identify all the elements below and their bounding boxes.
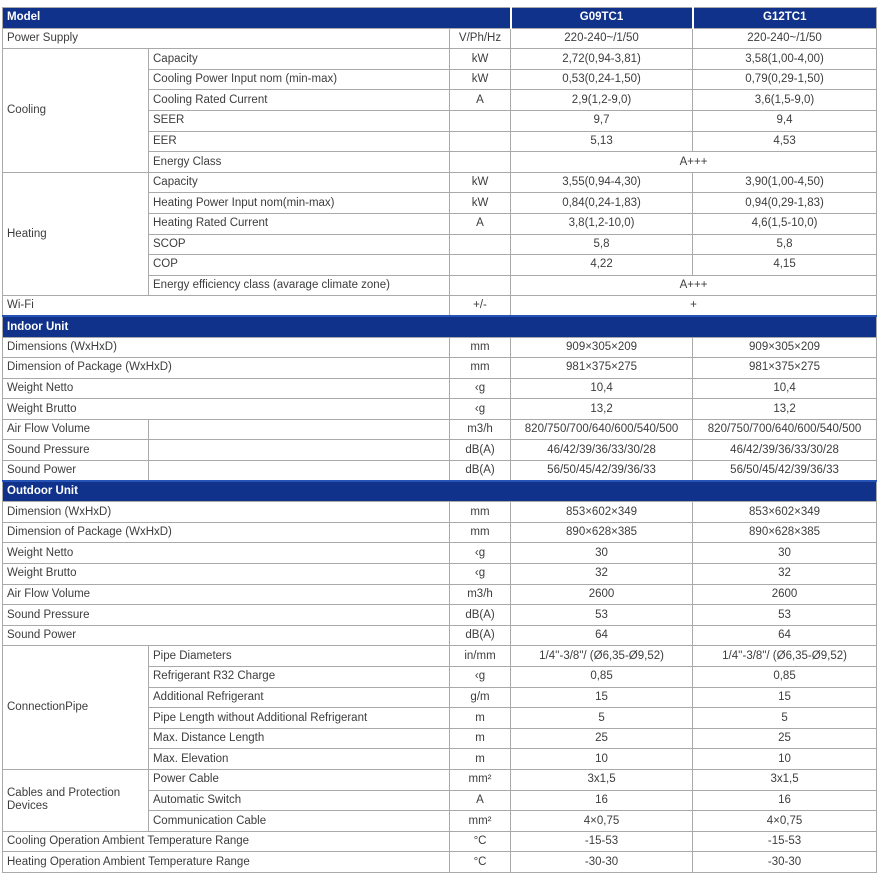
- value-cell: 53: [511, 605, 693, 626]
- value-cell: 15: [693, 687, 877, 708]
- table-row: [3, 440, 877, 461]
- value-cell: 5: [693, 708, 877, 729]
- value-cell: 56/50/45/42/39/36/33: [511, 461, 693, 482]
- value-cell: 10: [511, 749, 693, 770]
- table-row: [3, 646, 877, 667]
- spec-name-cell: Pipe Diameters: [149, 646, 450, 667]
- value-cell: 4,22: [511, 255, 693, 276]
- table-row: [3, 378, 877, 399]
- unit-cell: kW: [450, 193, 511, 214]
- table-row: [3, 564, 877, 585]
- value-cell: 220-240~/1/50: [693, 28, 877, 49]
- unit-cell: ‹g: [450, 399, 511, 420]
- unit-cell: ‹g: [450, 667, 511, 688]
- unit-cell: g/m: [450, 687, 511, 708]
- value-cell: 853×602×349: [693, 502, 877, 523]
- value-cell: 1/4''-3/8"/ (Ø6,35-Ø9,52): [511, 646, 693, 667]
- group-label-cell: Weight Brutto: [3, 399, 450, 420]
- table-row: [3, 419, 877, 440]
- value-cell: -15-53: [693, 831, 877, 852]
- table-row: [3, 543, 877, 564]
- group-label-cell: Sound Pressure: [3, 440, 149, 461]
- value-cell: 3,8(1,2-10,0): [511, 213, 693, 234]
- value-cell: 890×628×385: [693, 522, 877, 543]
- unit-cell: A: [450, 90, 511, 111]
- value-cell: 5,8: [693, 234, 877, 255]
- spec-name-cell: Capacity: [149, 172, 450, 193]
- value-cell: -30-30: [693, 852, 877, 873]
- value-cell: 16: [693, 790, 877, 811]
- unit-cell: ‹g: [450, 378, 511, 399]
- table-row: [3, 337, 877, 358]
- group-label-cell: Cooling Operation Ambient Temperature Range: [3, 831, 450, 852]
- value-cell: 10,4: [511, 378, 693, 399]
- group-label-cell: Weight Netto: [3, 543, 450, 564]
- table-row: [3, 296, 877, 317]
- value-cell: 13,2: [693, 399, 877, 420]
- table-row: [3, 625, 877, 646]
- unit-cell: °C: [450, 831, 511, 852]
- value-cell: 0,79(0,29-1,50): [693, 69, 877, 90]
- spec-name-cell: Power Cable: [149, 769, 450, 790]
- value-cell: 3,58(1,00-4,00): [693, 49, 877, 70]
- unit-cell: [450, 152, 511, 173]
- spec-name-cell: [149, 440, 450, 461]
- value-cell: 4×0,75: [693, 811, 877, 832]
- section-row: [3, 316, 877, 337]
- group-label-cell: Weight Netto: [3, 378, 450, 399]
- section-row: [3, 481, 877, 502]
- spec-name-cell: Additional Refrigerant: [149, 687, 450, 708]
- value-cell: 13,2: [511, 399, 693, 420]
- spec-name-cell: Automatic Switch: [149, 790, 450, 811]
- group-label-cell: Sound Power: [3, 625, 450, 646]
- table-row: [3, 522, 877, 543]
- value-cell: 4,15: [693, 255, 877, 276]
- unit-cell: [450, 131, 511, 152]
- value-cell: -30-30: [511, 852, 693, 873]
- unit-cell: A: [450, 790, 511, 811]
- header-row: [3, 8, 877, 29]
- value-cell: 5,8: [511, 234, 693, 255]
- value-cell: 5: [511, 708, 693, 729]
- unit-cell: dB(A): [450, 605, 511, 626]
- spec-name-cell: SEER: [149, 110, 450, 131]
- value-cell: 0,85: [511, 667, 693, 688]
- unit-cell: [450, 110, 511, 131]
- spec-name-cell: Energy Class: [149, 152, 450, 173]
- value-cell: A+++: [511, 152, 877, 173]
- value-cell: 16: [511, 790, 693, 811]
- unit-cell: [450, 275, 511, 296]
- value-cell: 909×305×209: [693, 337, 877, 358]
- value-cell: 5,13: [511, 131, 693, 152]
- table-row: [3, 831, 877, 852]
- value-cell: 30: [511, 543, 693, 564]
- value-cell: -15-53: [511, 831, 693, 852]
- model-header-cell: Model: [3, 8, 511, 29]
- table-row: [3, 584, 877, 605]
- unit-cell: m: [450, 728, 511, 749]
- spec-name-cell: Refrigerant R32 Charge: [149, 667, 450, 688]
- value-cell: 853×602×349: [511, 502, 693, 523]
- group-label-cell: Air Flow Volume: [3, 419, 149, 440]
- value-cell: 56/50/45/42/39/36/33: [693, 461, 877, 482]
- value-cell: 890×628×385: [511, 522, 693, 543]
- spec-name-cell: Cooling Power Input nom (min-max): [149, 69, 450, 90]
- group-label-cell: Dimension of Package (WxHxD): [3, 358, 450, 379]
- value-cell: 3,55(0,94-4,30): [511, 172, 693, 193]
- value-cell: 30: [693, 543, 877, 564]
- spec-name-cell: [149, 461, 450, 482]
- group-label-cell: Weight Brutto: [3, 564, 450, 585]
- unit-cell: mm: [450, 337, 511, 358]
- value-cell: 4×0,75: [511, 811, 693, 832]
- value-cell: 0,84(0,24-1,83): [511, 193, 693, 214]
- value-cell: 3x1,5: [511, 769, 693, 790]
- value-cell: 909×305×209: [511, 337, 693, 358]
- spec-name-cell: EER: [149, 131, 450, 152]
- table-row: [3, 605, 877, 626]
- model-column-header: G09TC1: [511, 8, 693, 29]
- value-cell: 220-240~/1/50: [511, 28, 693, 49]
- table-row: [3, 852, 877, 873]
- spec-name-cell: Max. Elevation: [149, 749, 450, 770]
- spec-name-cell: Heating Rated Current: [149, 213, 450, 234]
- value-cell: 3x1,5: [693, 769, 877, 790]
- spec-name-cell: Capacity: [149, 49, 450, 70]
- unit-cell: mm: [450, 502, 511, 523]
- value-cell: 820/750/700/640/600/540/500: [511, 419, 693, 440]
- unit-cell: ‹g: [450, 543, 511, 564]
- table-row: [3, 461, 877, 482]
- unit-cell: mm²: [450, 769, 511, 790]
- unit-cell: m3/h: [450, 584, 511, 605]
- group-label-cell: Heating Operation Ambient Temperature Range: [3, 852, 450, 873]
- unit-cell: dB(A): [450, 461, 511, 482]
- unit-cell: mm: [450, 522, 511, 543]
- unit-cell: kW: [450, 49, 511, 70]
- value-cell: 10,4: [693, 378, 877, 399]
- unit-cell: m: [450, 749, 511, 770]
- unit-cell: [450, 255, 511, 276]
- unit-cell: m3/h: [450, 419, 511, 440]
- value-cell: 4,53: [693, 131, 877, 152]
- value-cell: 0,94(0,29-1,83): [693, 193, 877, 214]
- unit-cell: dB(A): [450, 440, 511, 461]
- group-label-cell: Dimensions (WxHxD): [3, 337, 450, 358]
- group-label-cell: Sound Power: [3, 461, 149, 482]
- unit-cell: mm: [450, 358, 511, 379]
- group-label-cell: Air Flow Volume: [3, 584, 450, 605]
- unit-cell: kW: [450, 69, 511, 90]
- section-header-cell: Indoor Unit: [3, 316, 877, 337]
- unit-cell: m: [450, 708, 511, 729]
- value-cell: 3,6(1,5-9,0): [693, 90, 877, 111]
- group-label-cell: Heating: [3, 172, 149, 296]
- model-column-header: G12TC1: [693, 8, 877, 29]
- value-cell: 25: [693, 728, 877, 749]
- value-cell: 0,53(0,24-1,50): [511, 69, 693, 90]
- value-cell: 2600: [693, 584, 877, 605]
- value-cell: 53: [693, 605, 877, 626]
- spec-name-cell: Max. Distance Length: [149, 728, 450, 749]
- spec-table: [2, 7, 877, 873]
- spec-name-cell: Pipe Length without Additional Refrigerant: [149, 708, 450, 729]
- value-cell: 46/42/39/36/33/30/28: [511, 440, 693, 461]
- value-cell: 820/750/700/640/600/540/500: [693, 419, 877, 440]
- group-label-cell: Dimension of Package (WxHxD): [3, 522, 450, 543]
- unit-cell: ‹g: [450, 564, 511, 585]
- group-label-cell: ConnectionPipe: [3, 646, 149, 770]
- value-cell: 25: [511, 728, 693, 749]
- spec-name-cell: Heating Power Input nom(min-max): [149, 193, 450, 214]
- value-cell: 0,85: [693, 667, 877, 688]
- table-row: [3, 358, 877, 379]
- table-row: [3, 399, 877, 420]
- unit-cell: °C: [450, 852, 511, 873]
- value-cell: 64: [511, 625, 693, 646]
- value-cell: 64: [693, 625, 877, 646]
- section-header-cell: Outdoor Unit: [3, 481, 877, 502]
- spec-name-cell: Energy efficiency class (avarage climate zone): [149, 275, 450, 296]
- spec-name-cell: Communication Cable: [149, 811, 450, 832]
- group-label-cell: Dimension (WxHxD): [3, 502, 450, 523]
- group-label-cell: Sound Pressure: [3, 605, 450, 626]
- value-cell: 981×375×275: [511, 358, 693, 379]
- value-cell: 10: [693, 749, 877, 770]
- table-row: [3, 769, 877, 790]
- value-cell: 46/42/39/36/33/30/28: [693, 440, 877, 461]
- spec-name-cell: COP: [149, 255, 450, 276]
- value-cell: 981×375×275: [693, 358, 877, 379]
- value-cell: 15: [511, 687, 693, 708]
- spec-table-body: [3, 8, 877, 873]
- table-row: [3, 28, 877, 49]
- spec-name-cell: Cooling Rated Current: [149, 90, 450, 111]
- unit-cell: in/mm: [450, 646, 511, 667]
- group-label-cell: Wi-Fi: [3, 296, 450, 317]
- unit-cell: [450, 234, 511, 255]
- unit-cell: +/-: [450, 296, 511, 317]
- value-cell: 2,9(1,2-9,0): [511, 90, 693, 111]
- unit-cell: A: [450, 213, 511, 234]
- table-row: [3, 49, 877, 70]
- value-cell: 2,72(0,94-3,81): [511, 49, 693, 70]
- value-cell: 4,6(1,5-10,0): [693, 213, 877, 234]
- unit-cell: V/Ph/Hz: [450, 28, 511, 49]
- value-cell: 3,90(1,00-4,50): [693, 172, 877, 193]
- table-row: [3, 502, 877, 523]
- unit-cell: kW: [450, 172, 511, 193]
- group-label-cell: Cooling: [3, 49, 149, 173]
- group-label-cell: Cables and Protection Devices: [3, 769, 149, 831]
- spec-name-cell: SCOP: [149, 234, 450, 255]
- unit-cell: mm²: [450, 811, 511, 832]
- table-row: [3, 172, 877, 193]
- value-cell: 32: [693, 564, 877, 585]
- value-cell: 9,7: [511, 110, 693, 131]
- value-cell: +: [511, 296, 877, 317]
- value-cell: 2600: [511, 584, 693, 605]
- value-cell: A+++: [511, 275, 877, 296]
- spec-name-cell: [149, 419, 450, 440]
- value-cell: 32: [511, 564, 693, 585]
- value-cell: 9,4: [693, 110, 877, 131]
- unit-cell: dB(A): [450, 625, 511, 646]
- group-label-cell: Power Supply: [3, 28, 450, 49]
- value-cell: 1/4''-3/8"/ (Ø6,35-Ø9,52): [693, 646, 877, 667]
